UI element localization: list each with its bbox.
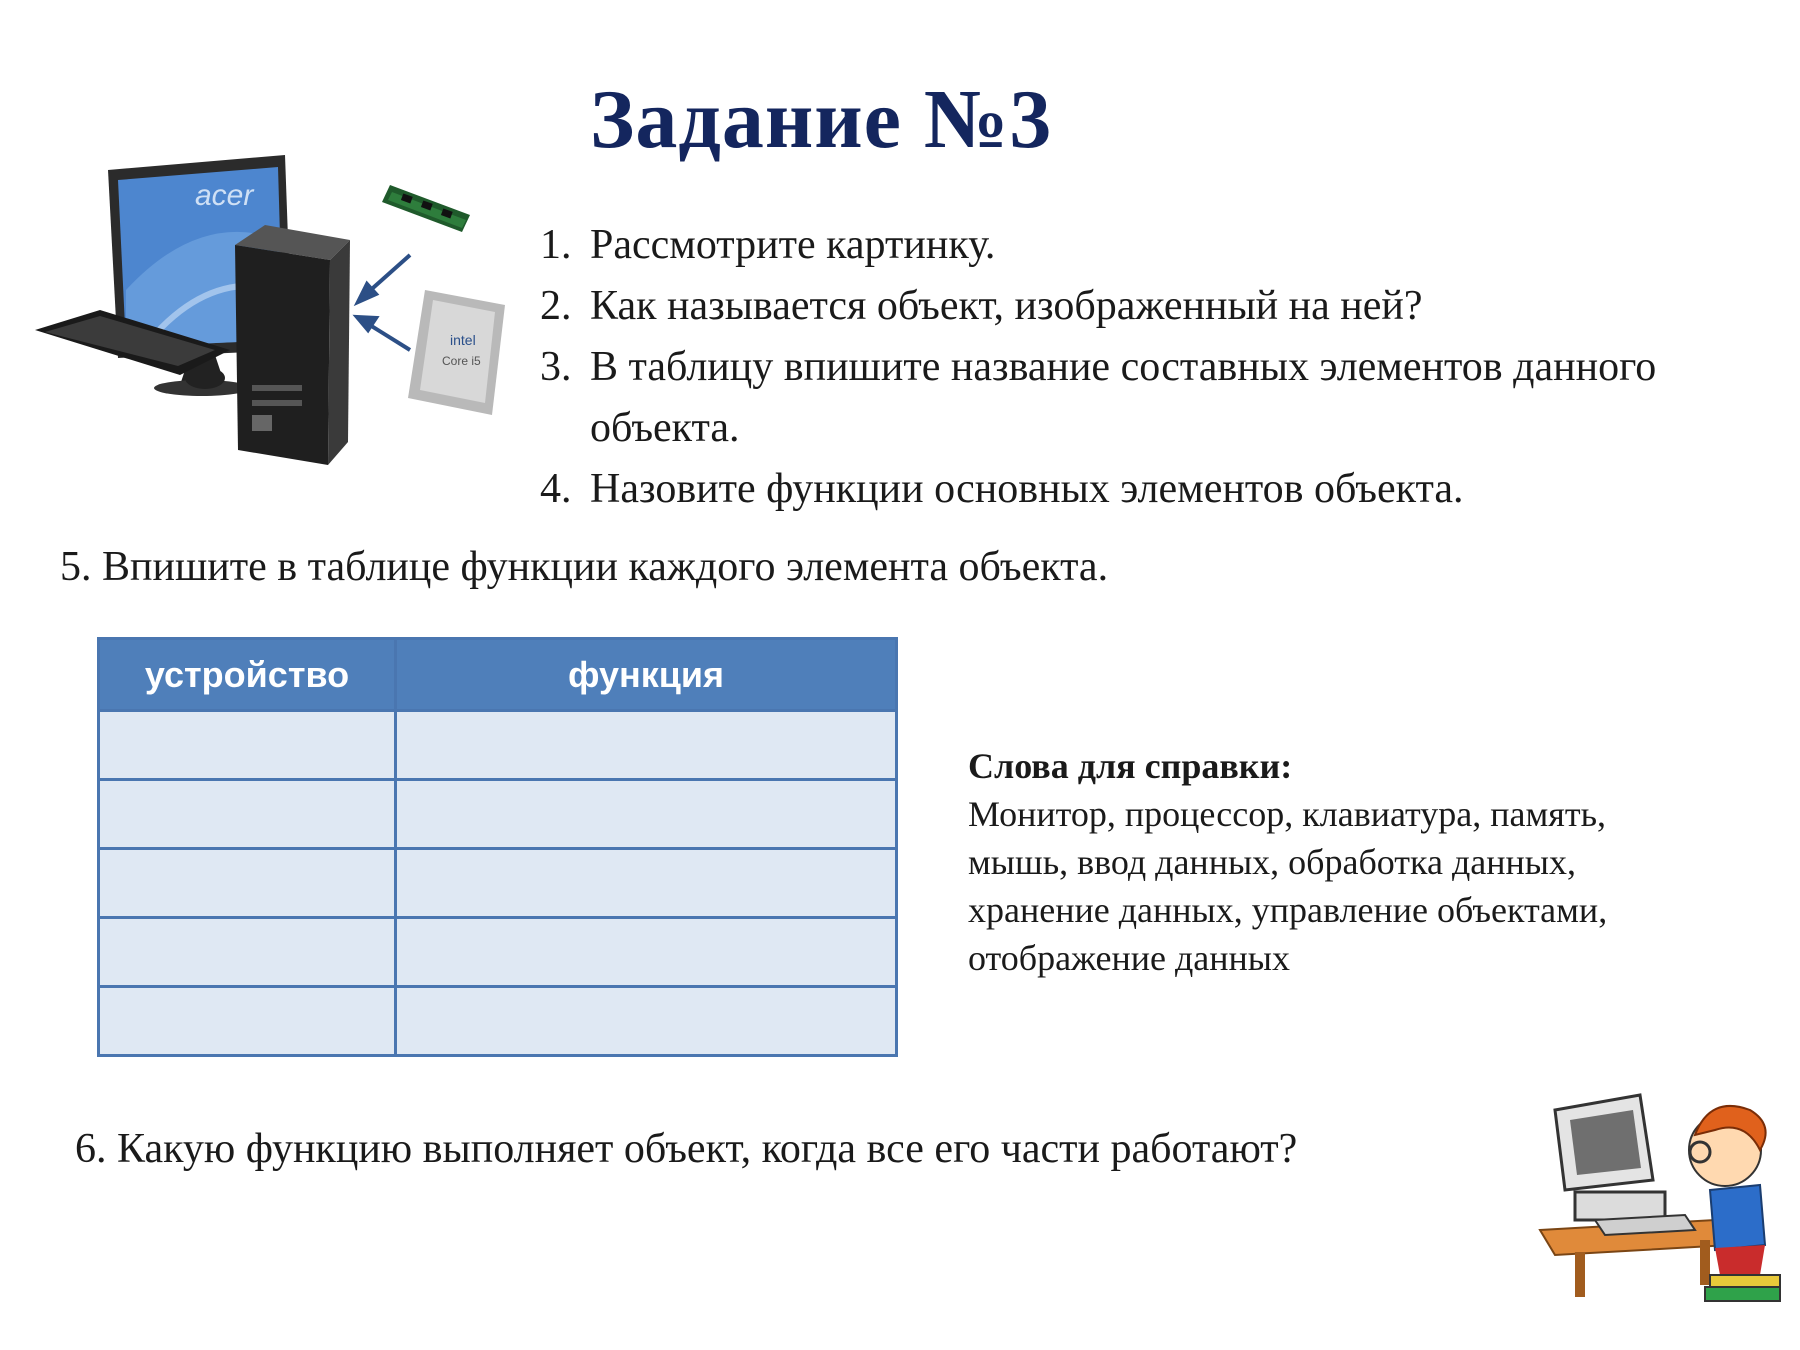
task-6-text: 6. Какую функцию выполняет объект, когда все его части работают? (75, 1126, 1298, 1172)
cpu-brand-logo: intel (450, 332, 476, 348)
table-cell[interactable] (396, 780, 897, 849)
ram-module-icon (382, 185, 470, 232)
reference-line: Монитор, процессор, клавиатура, память, (968, 794, 1606, 834)
books-icon (1705, 1275, 1780, 1301)
reference-line: мышь, ввод данных, обработка данных, (968, 842, 1576, 882)
table-cell[interactable] (99, 849, 396, 918)
table-cell[interactable] (396, 849, 897, 918)
table-cell[interactable] (396, 711, 897, 780)
table-row (99, 987, 897, 1056)
column-header-device: устройство (99, 639, 396, 711)
table-row (99, 780, 897, 849)
table-header-row (99, 639, 897, 711)
list-item: 2. Как называется объект, изображенный на ней? (540, 283, 1423, 329)
arrow-icon (357, 255, 410, 350)
table-cell[interactable] (99, 918, 396, 987)
kid-at-computer-illustration (1535, 1080, 1785, 1310)
mouse-icon (185, 367, 225, 389)
table-cell[interactable] (99, 780, 396, 849)
table-cell[interactable] (99, 711, 396, 780)
reference-heading: Слова для справки: (968, 746, 1293, 786)
cpu-model-label: Core i5 (442, 354, 481, 368)
table-row (99, 711, 897, 780)
reference-words (968, 742, 1728, 982)
list-item: 1. Рассмотрите картинку. (540, 222, 996, 268)
instruction-list (540, 215, 1740, 520)
task-5-text: 5. Впишите в таблице функции каждого элемента объекта. (60, 544, 1109, 590)
table-row (99, 918, 897, 987)
monitor-brand-logo: acer (195, 179, 254, 212)
table-row (99, 849, 897, 918)
page-title: Задание №3 (590, 73, 1053, 166)
table-cell[interactable] (99, 987, 396, 1056)
table-cell[interactable] (396, 918, 897, 987)
list-item: 3. В таблицу впишите название составных элементов данного объекта. (540, 344, 1657, 451)
table-cell[interactable] (396, 987, 897, 1056)
reference-line: отображение данных (968, 938, 1290, 978)
list-item: 4. Назовите функции основных элементов объекта. (540, 466, 1464, 512)
monitor-icon (1555, 1095, 1695, 1235)
system-unit-icon (235, 225, 350, 465)
reference-line: хранение данных, управление объектами, (968, 890, 1608, 930)
device-function-table (97, 637, 898, 1057)
computer-components-illustration (30, 150, 520, 470)
column-header-function: функция (396, 639, 897, 711)
cpu-icon (408, 290, 505, 415)
